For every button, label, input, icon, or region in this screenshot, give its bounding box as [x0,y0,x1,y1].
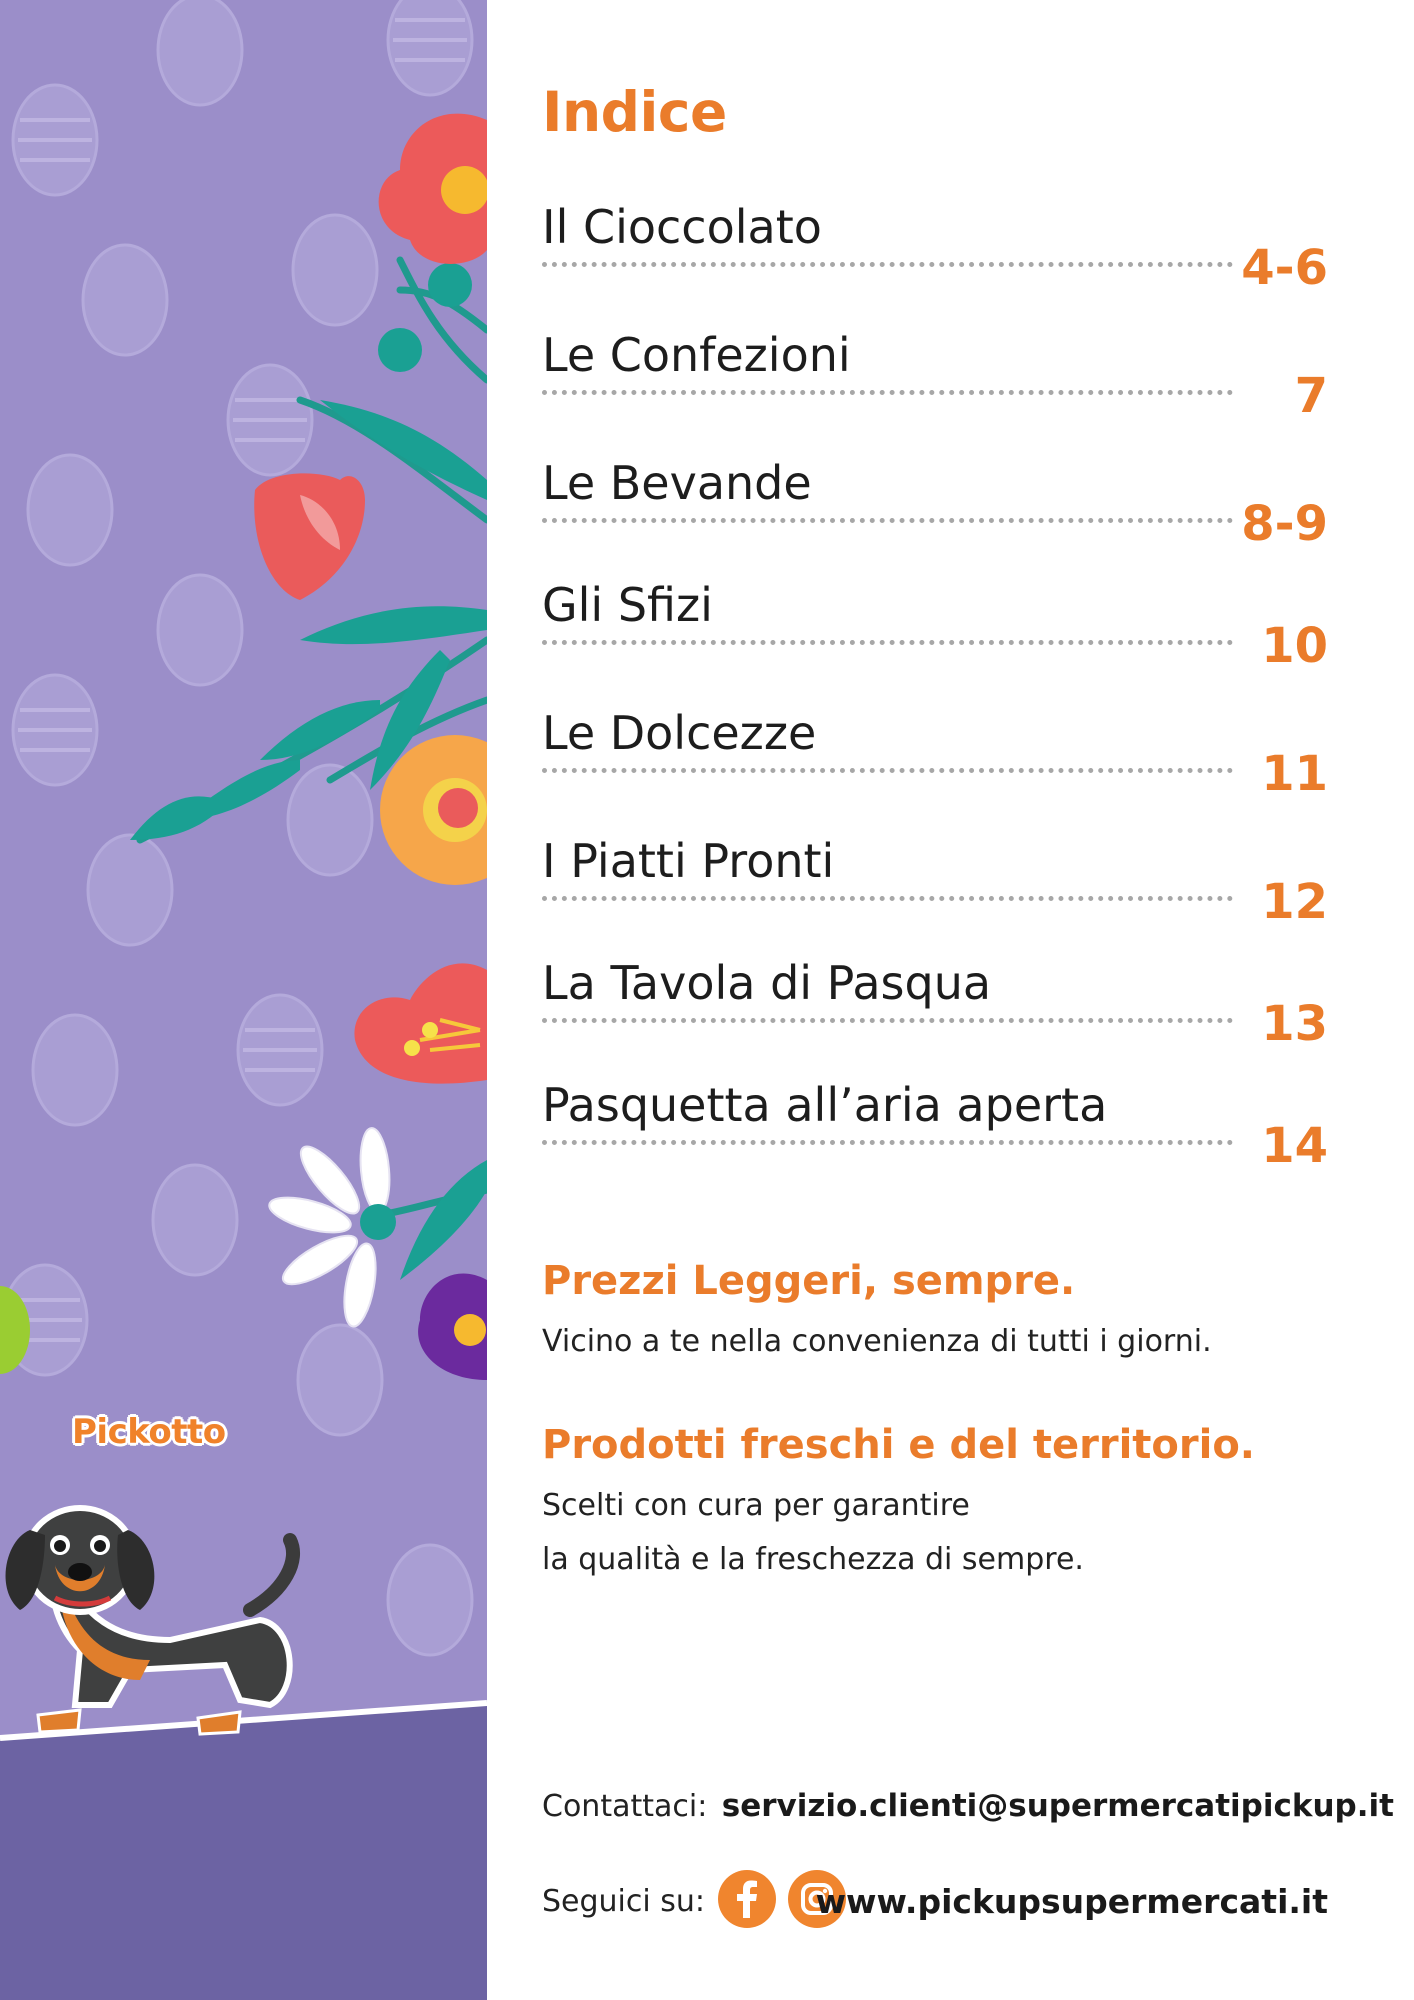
dotted-leader [542,1018,1233,1023]
berry [428,263,472,307]
toc-entry-tavola-pasqua[interactable] [542,956,1328,1066]
promo-title-prezzi: Prezzi Leggeri, sempre. [542,1258,1076,1304]
toc-entry-pages: 12 [1261,874,1328,930]
contact-label: Contattaci: [542,1789,708,1824]
toc-entry-pages: 7 [1294,368,1328,424]
contact-email-link[interactable]: servizio.clienti@supermercatipickup.it [721,1788,1394,1824]
toc-entry-pages: 14 [1261,1118,1328,1174]
toc-entry-label: Gli Sfizi [542,578,713,632]
toc-entry-label: Le Bevande [542,456,812,510]
toc-entry-bevande[interactable] [542,456,1328,566]
follow-label: Seguici su: [542,1884,706,1919]
toc-entry-label: I Piatti Pronti [542,834,835,888]
social-row [542,1870,1342,1936]
toc-entry-pages: 4-6 [1241,240,1328,296]
toc-entry-pages: 11 [1261,746,1328,802]
easter-illustration [0,0,487,2000]
dotted-leader [542,768,1233,773]
toc-entry-confezioni[interactable] [542,328,1328,438]
website-link[interactable]: www.pickupsupermercati.it [815,1882,1328,1921]
dotted-leader [542,640,1233,645]
toc-entry-dolcezze[interactable] [542,706,1328,816]
toc-entry-pages: 13 [1261,996,1328,1052]
toc-entry-label: Il Cioccolato [542,200,822,254]
dotted-leader [542,518,1233,523]
toc-entry-sfizi[interactable] [542,578,1328,688]
toc-entry-pages: 10 [1261,618,1328,674]
toc-entry-label: Le Dolcezze [542,706,817,760]
toc-entry-cioccolato[interactable] [542,200,1328,310]
mascot-name: Pickotto [72,1412,226,1452]
toc-entry-piatti-pronti[interactable] [542,834,1328,944]
toc-entry-pages: 8-9 [1241,496,1328,552]
toc-entry-label: Pasquetta all’aria aperta [542,1078,1108,1132]
dotted-leader [542,896,1233,901]
ground [0,1705,487,2000]
toc-entry-label: Le Confezioni [542,328,851,382]
promo-text: Scelti con cura per garantire [542,1488,970,1523]
dotted-leader [542,390,1233,395]
toc-entry-pasquetta[interactable] [542,1078,1328,1188]
promo-text: la qualità e la freschezza di sempre. [542,1542,1084,1577]
berry [378,328,422,372]
facebook-icon[interactable] [718,1870,776,1928]
contact-row [542,1788,1394,1824]
promo-title-prodotti: Prodotti freschi e del territorio. [542,1422,1255,1468]
promo-text: Vicino a te nella convenienza di tutti i giorni. [542,1324,1212,1359]
dotted-leader [542,1140,1233,1145]
toc-entry-label: La Tavola di Pasqua [542,956,992,1010]
decorative-side-panel [0,0,487,2000]
index-title: Indice [542,80,727,144]
dotted-leader [542,262,1233,267]
